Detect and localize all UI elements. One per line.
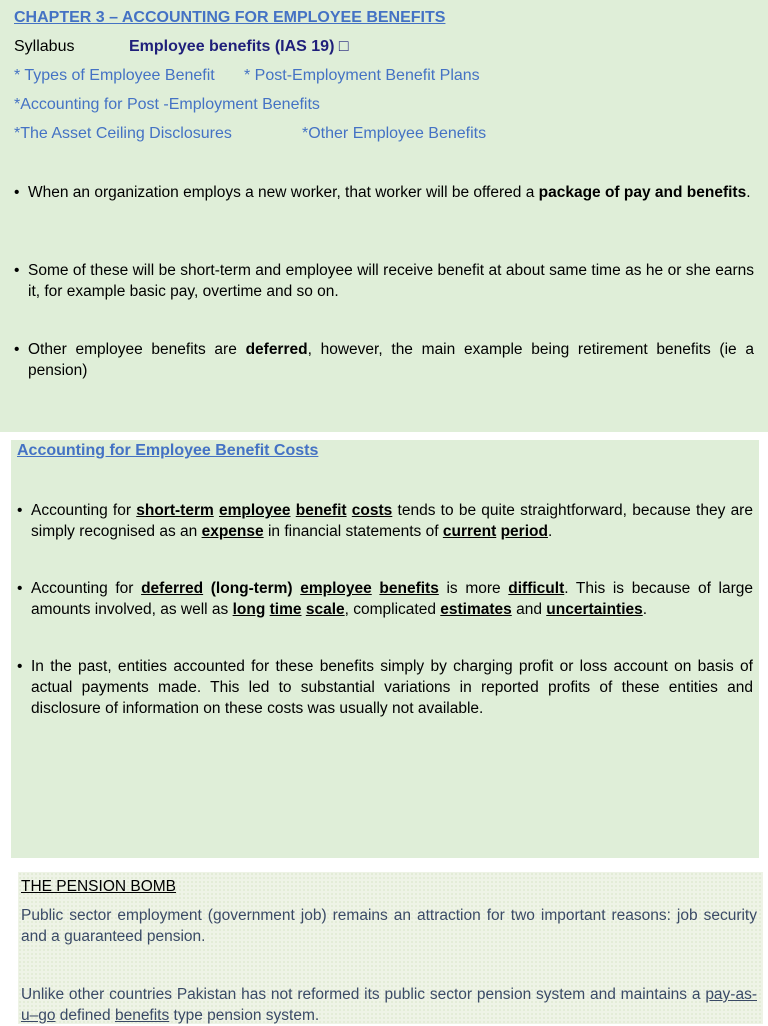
topic-types-of-employee-benefit: * Types of Employee Benefit <box>14 67 215 84</box>
pension-bomb-heading: THE PENSION BOMB <box>21 878 177 895</box>
topic-other-employee-benefits: *Other Employee Benefits <box>302 125 487 142</box>
bullet-short-term-costs: • Accounting for short-term employee benefit costs tends to be quite straightforward, because they are simply recognised as an expense in financial statements of current period. <box>17 502 753 540</box>
pension-bomb-panel <box>18 872 763 1024</box>
bullet-dot: • <box>17 658 23 675</box>
topic-asset-ceiling: *The Asset Ceiling Disclosures <box>14 125 232 142</box>
keyword-package-of-pay: package of pay and benefits <box>538 184 747 201</box>
topic-accounting-post-employment: *Accounting for Post -Employment Benefits <box>14 96 320 113</box>
keyword-pay-as-you-go: pay-as-u–go <box>21 986 757 1024</box>
syllabus-topic: Employee benefits (IAS 19) □ <box>129 38 349 55</box>
bullet-dot: • <box>14 262 20 279</box>
benefit-costs-panel <box>11 440 759 858</box>
pension-paragraph-1: Public sector employment (government job) remains an attraction for two important reasons: job security and a guaranteed pension. <box>21 907 757 945</box>
bullet-past-accounting: • In the past, entities accounted for these benefits simply by charging profit or loss account on basis of actual payments made. This led to substantial variations in reported profits of these entities and disclosure of information on these costs was usually not available. <box>17 658 753 717</box>
keyword-benefits: benefits <box>114 1007 170 1024</box>
bullet-dot: • <box>14 341 20 358</box>
intro-panel <box>0 0 768 432</box>
chapter-title: CHAPTER 3 – ACCOUNTING FOR EMPLOYEE BENEFITS <box>14 9 446 26</box>
bullet-package-of-pay: • When an organization employs a new worker, that worker will be offered a package of pay and benefits. <box>14 184 751 201</box>
syllabus-label: Syllabus <box>14 38 75 55</box>
topic-post-employment-plans: * Post-Employment Benefit Plans <box>244 67 480 84</box>
bullet-deferred: • Other employee benefits are deferred, however, the main example being retirement benefits (ie a pension) <box>14 341 754 379</box>
pension-paragraph-2: Unlike other countries Pakistan has not reformed its public sector pension system and maintains a pay-as-u–go defined benefits type pension system. <box>21 986 757 1024</box>
bullet-deferred-costs: • Accounting for deferred (long-term) employee benefits is more difficult. This is because of large amounts involved, as well as long time scale, complicated estimates and uncertainties. <box>17 580 753 618</box>
bullet-dot: • <box>14 184 20 201</box>
bullet-short-term: • Some of these will be short-term and employee will receive benefit at about same time as he or she earns it, for example basic pay, overtime and so on. <box>14 262 754 300</box>
bullet-dot: • <box>17 502 23 519</box>
keyword-deferred: deferred <box>245 341 308 358</box>
section-heading: Accounting for Employee Benefit Costs <box>17 442 319 459</box>
bullet-dot: • <box>17 580 23 597</box>
